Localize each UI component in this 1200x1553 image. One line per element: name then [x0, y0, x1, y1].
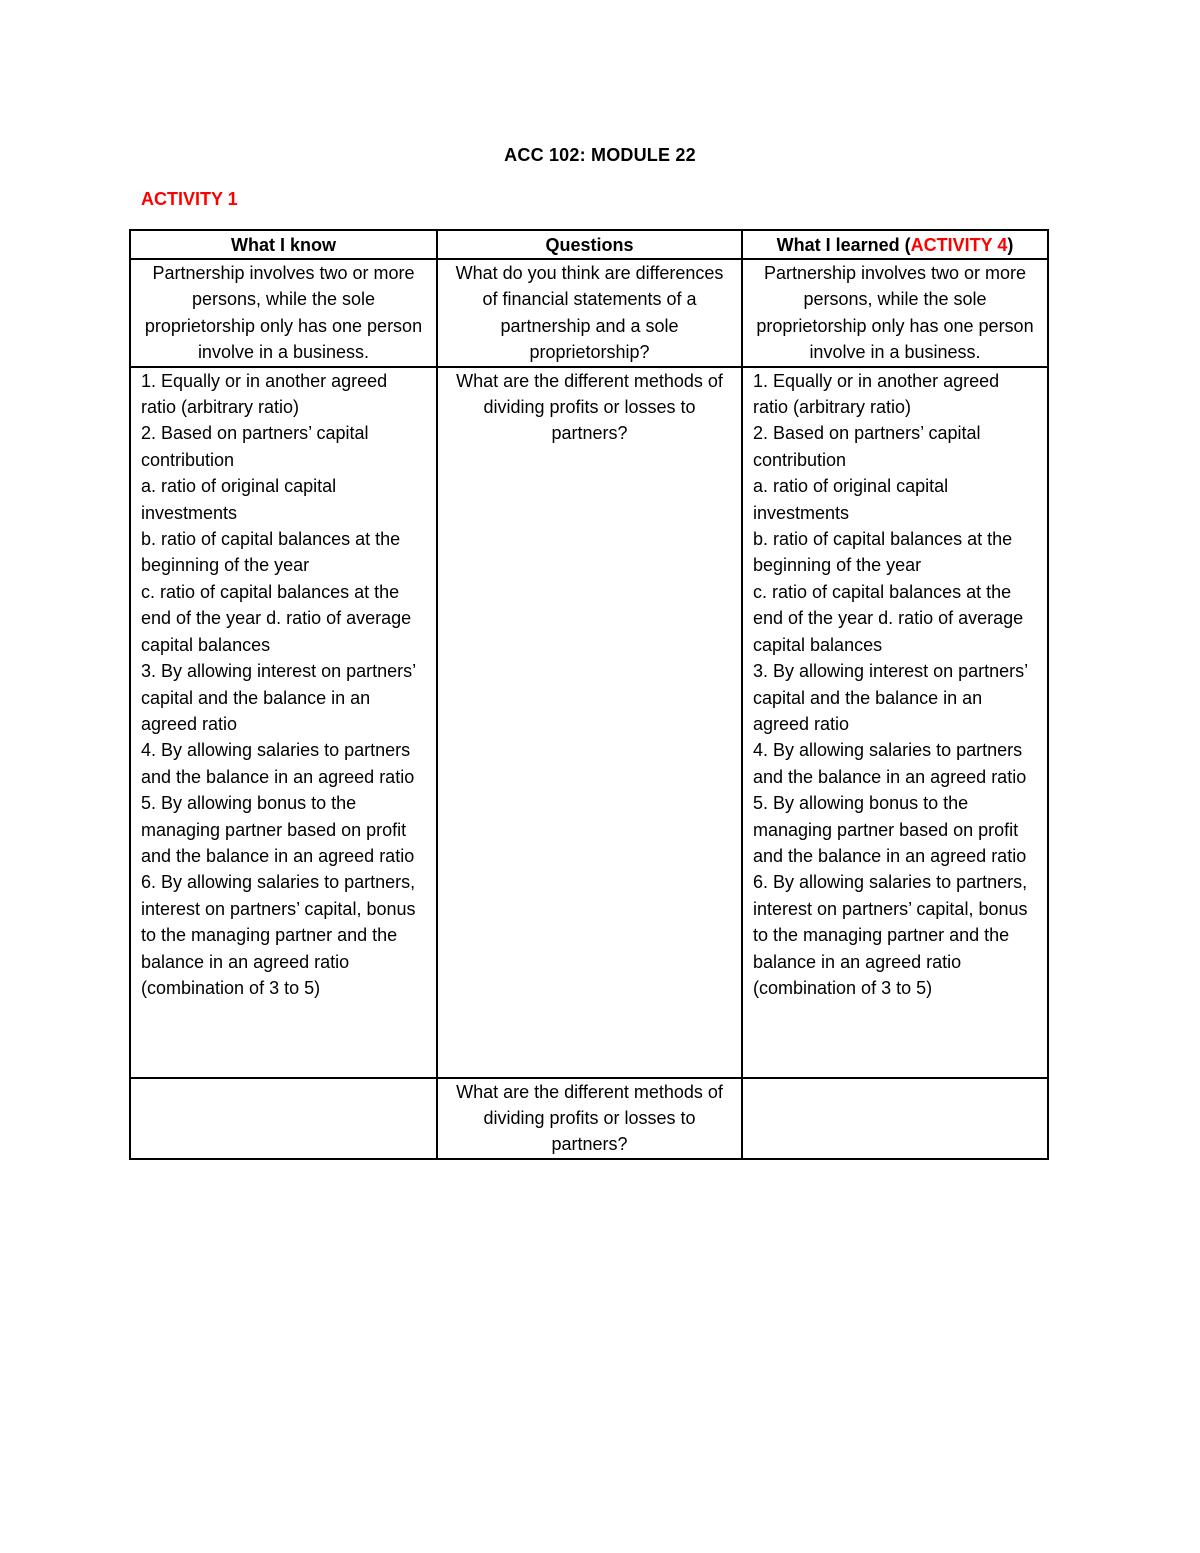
cell-learned-2: [742, 367, 1048, 1078]
list-item: 5. By allowing bonus to the managing partner based on profit and the balance in an agreed ratio: [141, 793, 415, 866]
list-item: c. ratio of capital balances at the end of the year d. ratio of average capital balances: [141, 581, 412, 655]
header-what-i-know: What I know: [130, 230, 437, 259]
header-what-i-learned: [742, 230, 1048, 259]
list-item: 4. By allowing salaries to partners and the balance in an agreed ratio: [141, 740, 415, 787]
cell-question-3: What are the different methods of dividing profits or losses to partners?: [437, 1078, 742, 1159]
list-item: c. ratio of capital balances at the end of the year d. ratio of average capital balances: [753, 581, 1024, 655]
cell-know-2: [130, 367, 437, 1078]
list-item: 5. By allowing bonus to the managing partner based on profit and the balance in an agreed ratio: [753, 793, 1027, 866]
list-item: b. ratio of capital balances at the beginning of the year: [753, 529, 1013, 576]
header-what-i-learned-suffix: ): [1007, 235, 1014, 255]
activity-label: ACTIVITY 1: [141, 189, 238, 209]
list-item: a. ratio of original capital investments: [141, 476, 337, 523]
list-item: b. ratio of capital balances at the beginning of the year: [141, 529, 401, 576]
cell-learned-1: Partnership involves two or more persons, while the sole proprietorship only has one person involve in a business.: [742, 259, 1048, 367]
cell-know-1: Partnership involves two or more persons, while the sole proprietorship only has one person involve in a business.: [130, 259, 437, 367]
list-item: 3. By allowing interest on partners’ capital and the balance in an agreed ratio: [141, 661, 416, 734]
list-item: a. ratio of original capital investments: [753, 476, 949, 523]
table-header-row: [130, 230, 1048, 259]
document-title: ACC 102: MODULE 22: [504, 145, 696, 165]
list-item: 4. By allowing salaries to partners and the balance in an agreed ratio: [753, 740, 1027, 787]
list-item: 1. Equally or in another agreed ratio (arbitrary ratio): [753, 370, 1000, 418]
list-item: 2. Based on partners’ capital contribution: [141, 423, 369, 470]
list-item: 2. Based on partners’ capital contribution: [753, 423, 981, 470]
cell-question-1: What do you think are differences of financial statements of a partnership and a sole proprietorship?: [437, 259, 742, 367]
header-what-i-learned-prefix: What I learned (: [776, 235, 911, 255]
table-row: [130, 259, 1048, 367]
cell-know-3: [130, 1078, 437, 1159]
list-item: 1. Equally or in another agreed ratio (arbitrary ratio): [141, 370, 388, 418]
header-activity-highlight: ACTIVITY 4: [910, 235, 1008, 255]
kwl-table: [129, 229, 1049, 1160]
header-questions: Questions: [437, 230, 742, 259]
cell-question-2: What are the different methods of dividing profits or losses to partners?: [437, 367, 742, 1078]
table-row: [130, 367, 1048, 1078]
list-item: 6. By allowing salaries to partners, interest on partners’ capital, bonus to the managing partner and the balance in an agreed ratio (combination of 3 to 5): [753, 872, 1028, 998]
cell-learned-3: [742, 1078, 1048, 1159]
list-item: 3. By allowing interest on partners’ capital and the balance in an agreed ratio: [753, 661, 1028, 734]
list-item: 6. By allowing salaries to partners, interest on partners’ capital, bonus to the managing partner and the balance in an agreed ratio (combination of 3 to 5): [141, 872, 416, 998]
table-row: [130, 1078, 1048, 1159]
